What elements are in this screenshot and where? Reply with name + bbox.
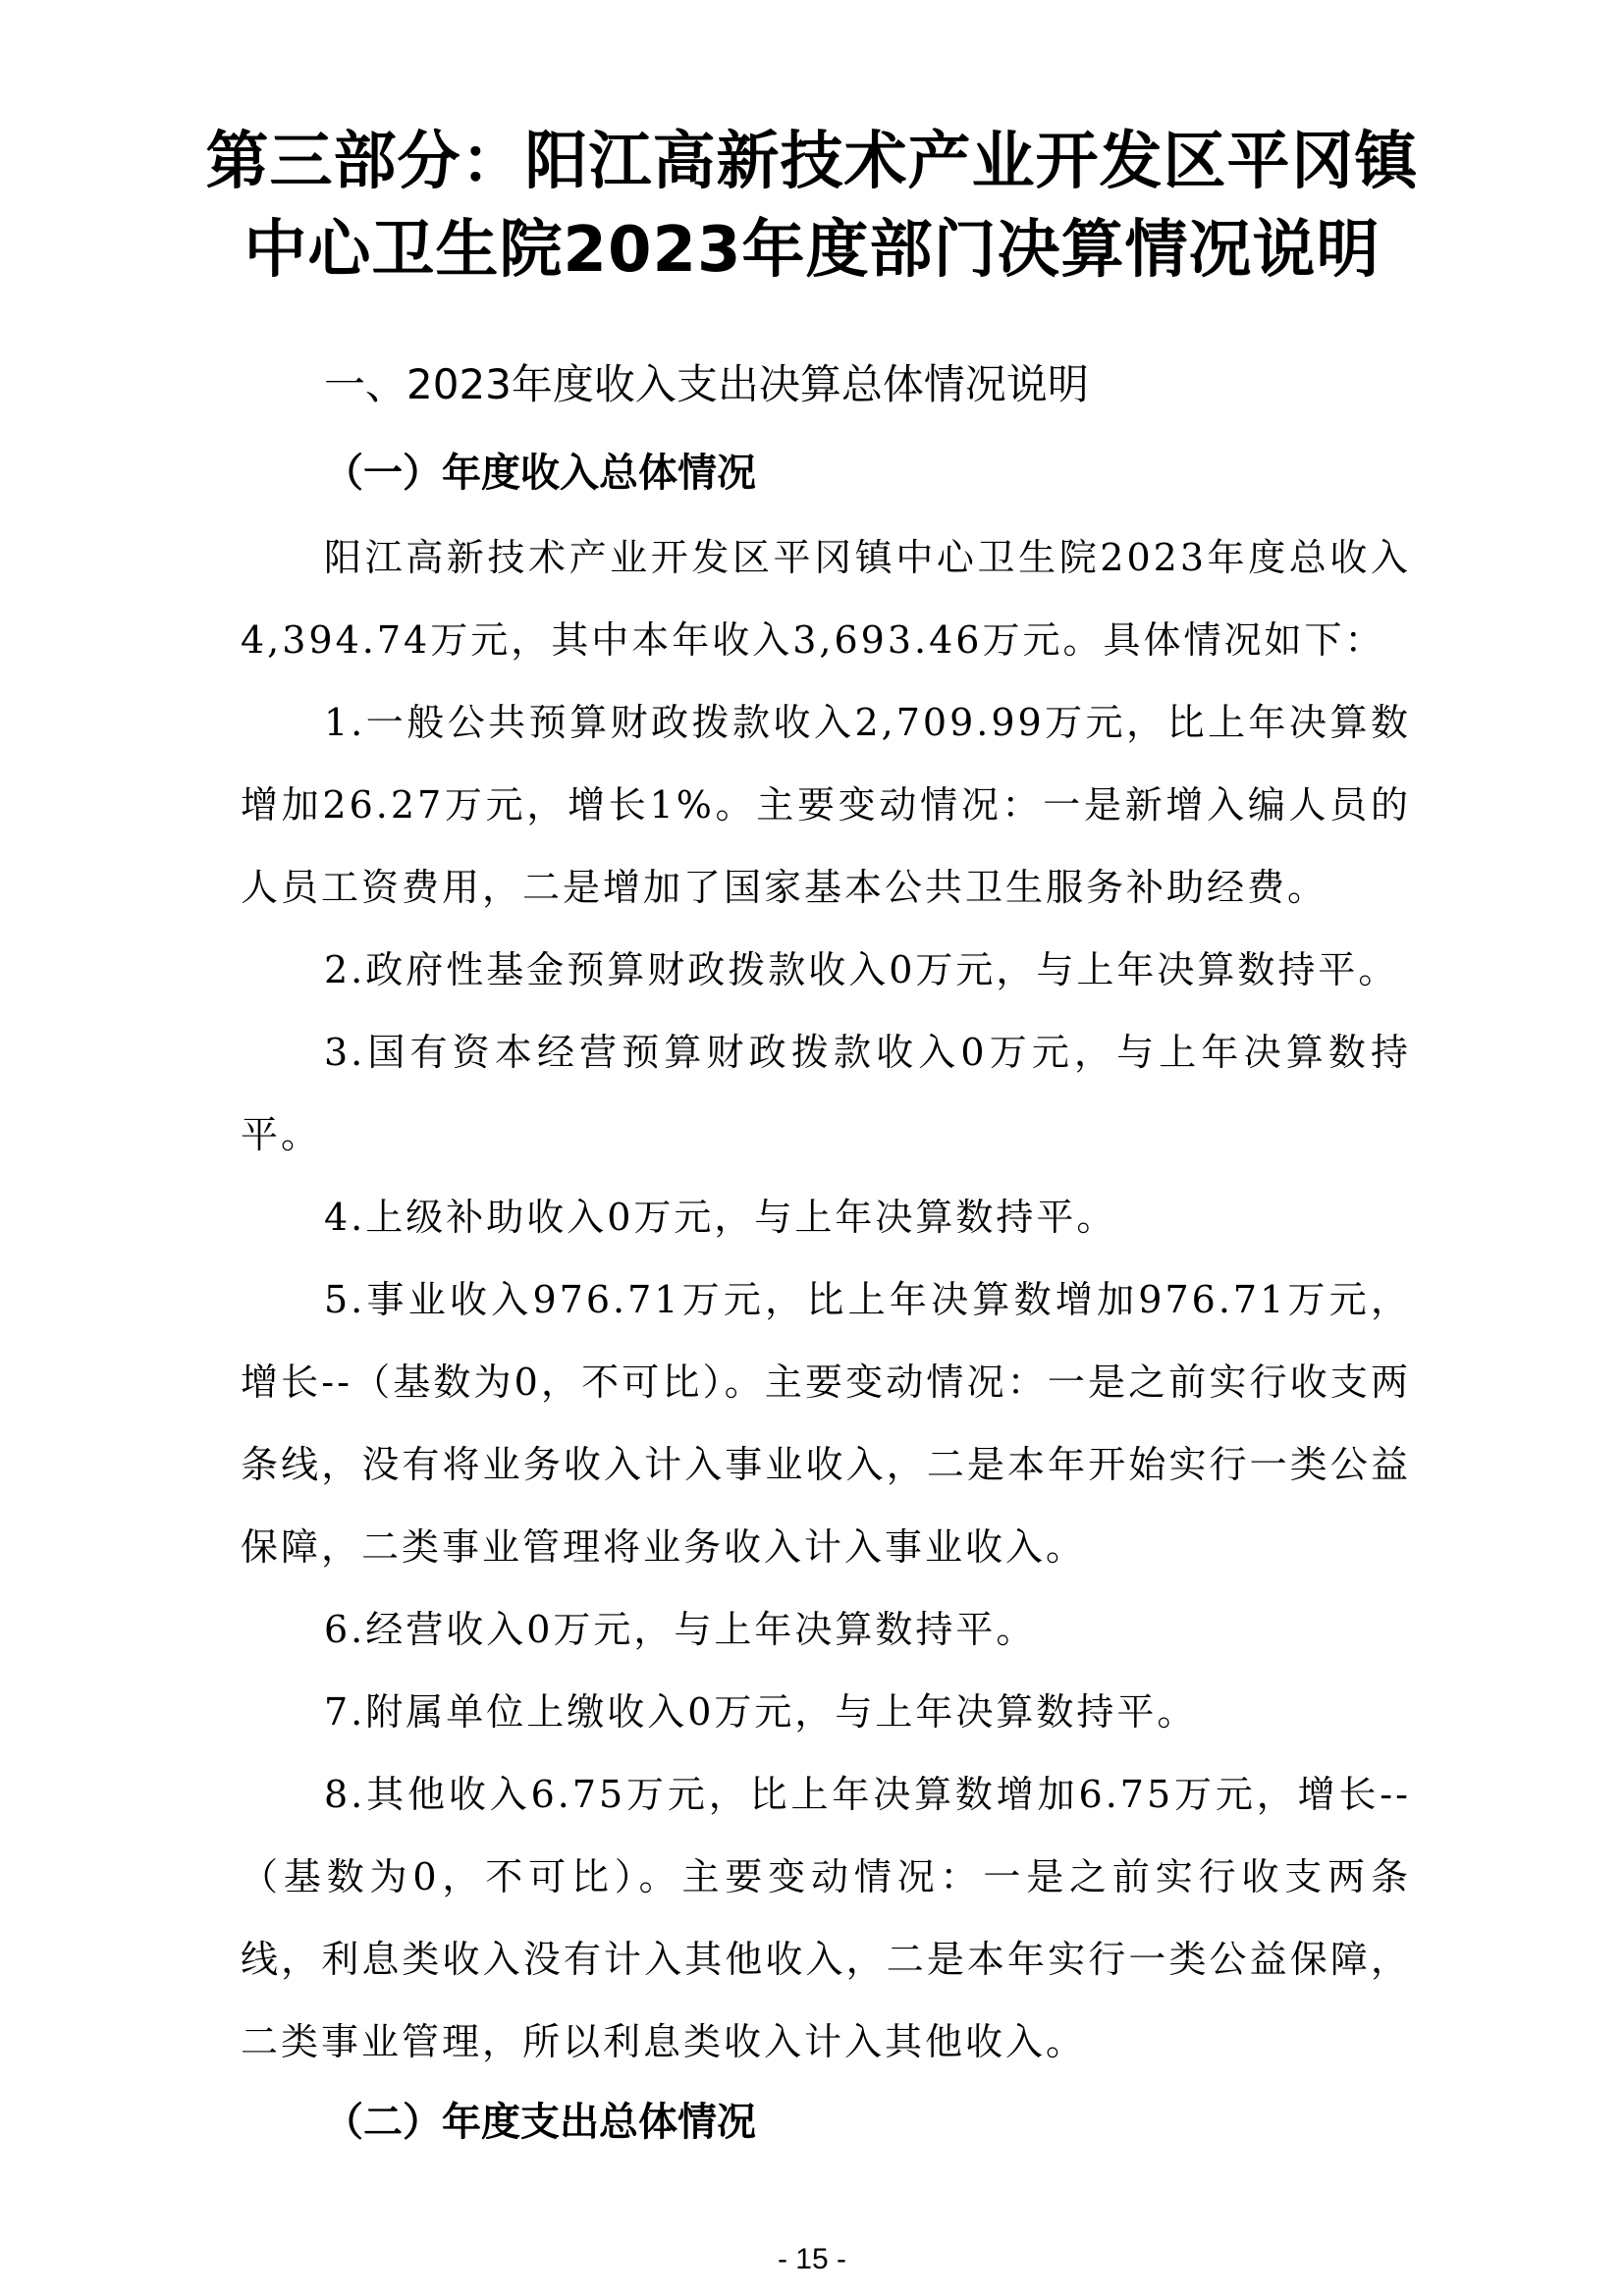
page-title-line-1: 第三部分：阳江高新技术产业开发区平冈镇 (205, 126, 1419, 198)
paragraph-other-income: 8.其他收入6.75万元，比上年决算数增加6.75万元，增长--（基数为0，不可比）。主要变动情况：一是之前实行收支两条线，利息类收入没有计入其他收入，二是本年实行一类公益保障，二类事业管理，所以利息类收入计入其他收入。 (241, 1773, 1411, 2063)
paragraph-government-fund: 2.政府性基金预算财政拨款收入0万元，与上年决算数持平。 (324, 948, 1399, 991)
page-title-line-2: 中心卫生院2023年度部门决算情况说明 (244, 214, 1380, 287)
subsection-heading-expenditure: （二）年度支出总体情况 (324, 2100, 756, 2145)
paragraph-state-capital: 3.国有资本经营预算财政拨款收入0万元，与上年决算数持平。 (241, 1031, 1411, 1156)
page-title (0, 118, 1624, 294)
section-heading-1: 一、2023年度收入支出决算总体情况说明 (324, 360, 1089, 408)
paragraph-operating-income: 6.经营收入0万元，与上年决算数持平。 (324, 1608, 1037, 1651)
paragraph-business-income: 5.事业收入976.71万元，比上年决算数增加976.71万元，增长--（基数为0，不可比）。主要变动情况：一是之前实行收支两条线，没有将业务收入计入事业收入，二是本年开始实行一类公益保障，二类事业管理将业务收入计入事业收入。 (241, 1278, 1411, 1569)
paragraph-superior-subsidy: 4.上级补助收入0万元，与上年决算数持平。 (324, 1196, 1117, 1239)
subsection-heading-income: （一）年度收入总体情况 (324, 451, 756, 496)
income-body (241, 516, 1411, 2083)
paragraph-affiliated-income: 7.附属单位上缴收入0万元，与上年决算数持平。 (324, 1690, 1198, 1734)
paragraph-total-income: 阳江高新技术产业开发区平冈镇中心卫生院2023年度总收入4,394.74万元，其中本年收入3,693.46万元。具体情况如下： (241, 536, 1411, 662)
page-number: - 15 - (777, 2243, 847, 2275)
paragraph-general-budget: 1.一般公共预算财政拨款收入2,709.99万元，比上年决算数增加26.27万元，增长1%。主要变动情况：一是新增入编人员的人员工资费用，二是增加了国家基本公共卫生服务补助经费。 (241, 701, 1411, 909)
